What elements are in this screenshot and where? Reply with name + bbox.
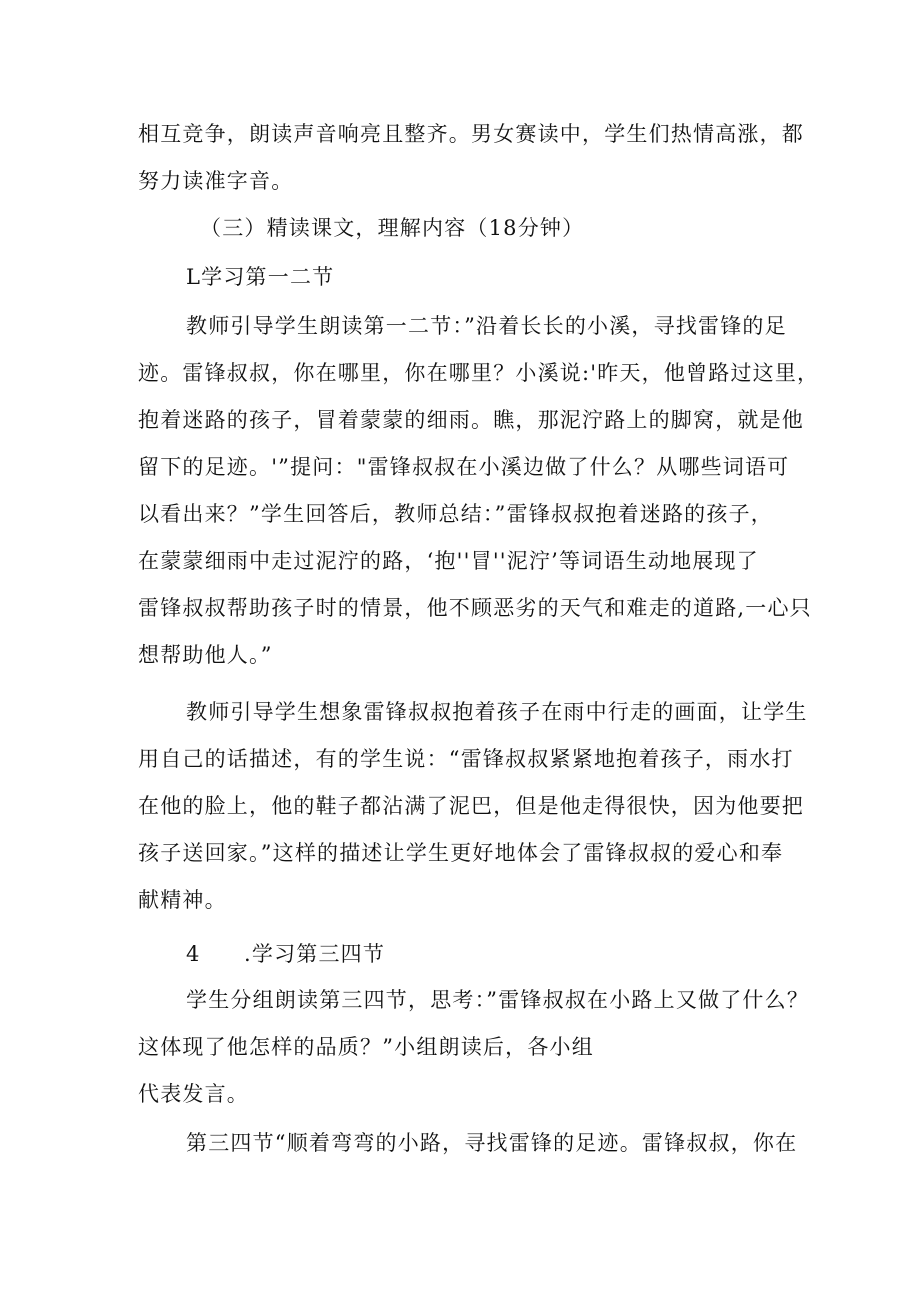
- paragraph-line: 努力读准字音。: [138, 169, 294, 193]
- paragraph-line: 教师引导学生朗读第一二节：”沿着长长的小溪，寻找雷锋的足: [186, 314, 787, 338]
- paragraph-line: 用自己的话描述，有的学生说：“雷锋叔叔紧紧地抱着孩子，雨水打: [138, 747, 794, 771]
- paragraph-line: 留下的足迹。'”提问："雷锋叔叔在小溪边做了什么？从哪些词语可: [138, 455, 790, 479]
- paragraph-line: 迹。雷锋叔叔，你在哪里，你在哪里？小溪说:'昨天，他曾路过这里，: [138, 361, 820, 385]
- paragraph-line: 在他的脸上，他的鞋子都沾满了泥巴，但是他走得很快，因为他要把: [138, 794, 804, 818]
- paragraph-line: 想帮助他人。”: [138, 643, 273, 667]
- paragraph-line: 献精神。: [138, 888, 227, 912]
- paragraph-line: 孩子送回家。”这样的描述让学生更好地体会了雷锋叔叔的爱心和奉: [138, 841, 784, 865]
- paragraph-line: 代表发言。: [138, 1082, 249, 1106]
- paragraph-line: 学生分组朗读第三四节，思考：”雷锋叔叔在小路上又做了什么？: [186, 988, 810, 1012]
- paragraph-line: 第三四节“顺着弯弯的小路，寻找雷锋的足迹。雷锋叔叔，你在: [186, 1131, 798, 1155]
- paragraph-line: 雷锋叔叔帮助孩子时的情景，他不顾恶劣的天气和难走的道路,一心只: [138, 596, 812, 620]
- paragraph-line: 抱着迷路的孩子，冒着蒙蒙的细雨。瞧，那泥泞路上的脚窝，就是他: [138, 408, 804, 432]
- subsection-number: 4: [186, 942, 201, 966]
- subsection-heading: .学习第三四节: [244, 942, 386, 966]
- paragraph-line: 在蒙蒙细雨中走过泥泞的路，‘抱''冒''泥泞’等词语生动地展现了: [138, 549, 759, 573]
- paragraph-line: 教师引导学生想象雷锋叔叔抱着孩子在雨中行走的画面，让学生: [186, 700, 808, 724]
- section-heading: （三）精读课文，理解内容（18分钟）: [200, 216, 585, 240]
- subsection-heading: L学习第一二节: [186, 265, 335, 289]
- paragraph-line: 这体现了他怎样的品质？”小组朗读后，各小组: [138, 1035, 594, 1059]
- paragraph-line: 以看出来？”学生回答后，教师总结：”雷锋叔叔抱着迷路的孩子，: [138, 502, 773, 526]
- paragraph-line: 相互竞争，朗读声音响亮且整齐。男女赛读中，学生们热情高涨，都: [138, 122, 804, 146]
